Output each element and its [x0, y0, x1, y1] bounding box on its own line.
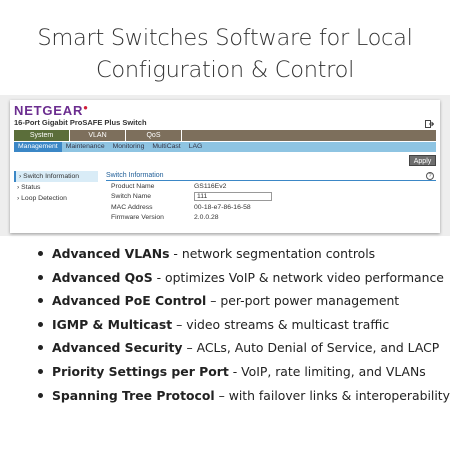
- sidebar-item-label: Loop Detection: [21, 195, 67, 202]
- panel-header: [106, 171, 436, 181]
- field-label: Firmware Version: [111, 214, 164, 222]
- bullet-icon: [38, 345, 43, 350]
- feature-desc: with failover links & interoperability: [228, 387, 450, 403]
- headline: [0, 22, 450, 86]
- netgear-logo: NETGEAR●: [14, 103, 89, 118]
- panel-title: Switch Information: [106, 172, 164, 179]
- sub-nav: [14, 142, 436, 152]
- apply-button[interactable]: Apply: [409, 155, 436, 166]
- feature-title: Advanced PoE Control: [52, 293, 207, 309]
- list-item: [36, 362, 446, 386]
- sidebar-item-loop-detection[interactable]: › Loop Detection: [17, 195, 67, 202]
- field-row-mac: [106, 202, 436, 213]
- sidebar-item-label: Status: [21, 184, 41, 191]
- switch-name-input[interactable]: [194, 192, 272, 201]
- switch-ui-screenshot: [10, 100, 440, 233]
- list-item: [36, 315, 446, 339]
- bullet-icon: [38, 298, 43, 303]
- list-item: [36, 338, 446, 362]
- tab-vlan[interactable]: VLAN: [70, 130, 126, 141]
- feature-title: Priority Settings per Port: [52, 363, 229, 379]
- bullet-icon: [38, 369, 43, 374]
- feature-desc: per-port power management: [220, 293, 400, 309]
- headline-line-2: Configuration & Control: [95, 57, 355, 83]
- list-item: [36, 244, 446, 268]
- help-icon[interactable]: ?: [426, 172, 434, 180]
- bullet-icon: [38, 322, 43, 327]
- list-item: [36, 268, 446, 292]
- list-item: [36, 386, 450, 410]
- subnav-maintenance[interactable]: Maintenance: [65, 143, 105, 150]
- subnav-multicast[interactable]: MultiCast: [152, 143, 181, 150]
- sidebar-item-label: Switch Information: [23, 173, 80, 180]
- sidebar-item-status[interactable]: › Status: [17, 184, 41, 191]
- feature-separator: -: [152, 269, 165, 285]
- feature-desc: optimizes VoIP & network video performance: [164, 269, 444, 285]
- firmware-version-value: 2.0.0.28: [194, 214, 219, 222]
- feature-separator: -: [169, 246, 182, 261]
- feature-title: IGMP & Multicast: [52, 316, 173, 332]
- tab-system[interactable]: System: [14, 130, 70, 141]
- feature-separator: –: [182, 340, 197, 356]
- feature-title: Advanced Security: [52, 340, 183, 356]
- feature-separator: -: [228, 363, 242, 379]
- feature-separator: –: [172, 316, 187, 332]
- feature-desc: ACLs, Auto Denial of Service, and LACP: [196, 340, 440, 356]
- feature-title: Spanning Tree Protocol: [52, 387, 215, 403]
- headline-line-1: Smart Switches Software for Local: [37, 25, 413, 51]
- bullet-icon: [38, 251, 43, 256]
- tab-qos[interactable]: QoS: [126, 130, 182, 141]
- brand-text: NETGEAR: [14, 103, 84, 118]
- bullet-icon: [38, 275, 43, 280]
- switch-info-panel: [106, 171, 436, 223]
- feature-desc: VoIP, rate limiting, and VLANs: [241, 363, 426, 379]
- sidebar-item-switch-information[interactable]: › Switch Information: [14, 171, 98, 182]
- list-item: [36, 291, 446, 315]
- subnav-monitoring[interactable]: Monitoring: [112, 143, 145, 150]
- product-name-value: GS116Ev2: [194, 182, 227, 190]
- field-label: Product Name: [111, 182, 155, 190]
- main-nav: [14, 130, 436, 141]
- field-label: MAC Address: [111, 203, 153, 211]
- field-label: Switch Name: [111, 193, 152, 201]
- model-title: 16-Port Gigabit ProSAFE Plus Switch: [14, 118, 147, 127]
- feature-title: Advanced QoS: [52, 269, 153, 285]
- feature-separator: –: [214, 387, 229, 403]
- logout-icon[interactable]: [425, 120, 434, 128]
- feature-separator: –: [206, 293, 221, 309]
- subnav-lag[interactable]: LAG: [188, 143, 203, 150]
- field-row-switch-name: [106, 192, 436, 203]
- field-row-firmware: [106, 213, 436, 224]
- subnav-management[interactable]: Management: [14, 142, 62, 152]
- feature-list: [36, 244, 450, 409]
- bullet-icon: [38, 393, 43, 398]
- mac-address-value: 00-18-e7-86-16-58: [194, 203, 251, 211]
- feature-title: Advanced VLANs: [52, 246, 170, 261]
- feature-desc: video streams & multicast traffic: [186, 316, 390, 332]
- sidebar: [14, 171, 98, 204]
- field-row-product-name: [106, 181, 436, 192]
- feature-desc: network segmentation controls: [181, 246, 376, 261]
